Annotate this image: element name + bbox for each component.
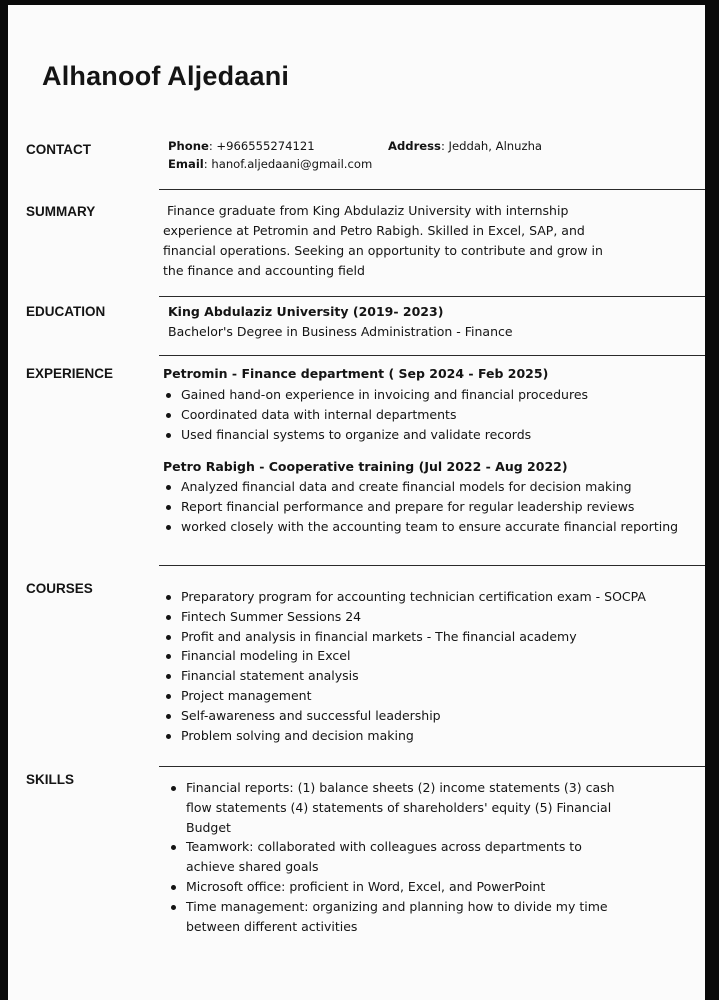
divider-experience xyxy=(159,565,705,566)
list-item: Preparatory program for accounting technician certification exam - SOCPA xyxy=(163,587,646,607)
phone-label: Phone xyxy=(168,139,209,153)
skills-heading: SKILLS xyxy=(26,772,75,787)
list-item: Used financial systems to organize and validate records xyxy=(163,425,588,445)
job-bullets-petro-rabigh xyxy=(163,477,678,536)
list-item: Financial statement analysis xyxy=(163,666,646,686)
list-item: Project management xyxy=(163,686,646,706)
courses-list xyxy=(163,587,646,745)
job-bullets-petromin xyxy=(163,385,588,444)
divider-education xyxy=(159,355,705,356)
email-line xyxy=(168,155,372,173)
summary-line-3: financial operations. Seeking an opportunity to contribute and grow in xyxy=(163,243,603,258)
email-value: : hanof.aljedaani@gmail.com xyxy=(203,157,373,171)
list-item: Time management: organizing and planning how to divide my time between different activities xyxy=(168,897,626,937)
email-label: Email xyxy=(168,157,204,171)
list-item: Problem solving and decision making xyxy=(163,726,646,746)
list-item: Fintech Summer Sessions 24 xyxy=(163,607,646,627)
experience-heading: EXPERIENCE xyxy=(26,366,114,381)
summary-line-2: experience at Petromin and Petro Rabigh. Skilled in Excel, SAP, and xyxy=(163,223,585,238)
divider-summary xyxy=(159,296,705,297)
phone-value: : +966555274121 xyxy=(208,139,315,153)
list-item: Coordinated data with internal departments xyxy=(163,405,588,425)
list-item: Financial modeling in Excel xyxy=(163,646,646,666)
list-item: Financial reports: (1) balance sheets (2) income statements (3) cash flow statements (4) statements of shareholders' equity (5) Financial Budget xyxy=(168,778,626,837)
divider-courses xyxy=(159,766,705,767)
address-label: Address xyxy=(388,139,441,153)
list-item: Profit and analysis in financial markets - The financial academy xyxy=(163,627,646,647)
candidate-name: Alhanoof Aljedaani xyxy=(42,61,290,91)
list-item: Microsoft office: proficient in Word, Excel, and PowerPoint xyxy=(168,877,626,897)
list-item: Gained hand-on experience in invoicing and financial procedures xyxy=(163,385,588,405)
list-item: Analyzed financial data and create financial models for decision making xyxy=(163,477,678,497)
summary-line-1: Finance graduate from King Abdulaziz University with internship xyxy=(163,203,569,218)
address-line xyxy=(388,137,542,155)
courses-heading: COURSES xyxy=(26,581,93,596)
list-item: Self-awareness and successful leadership xyxy=(163,706,646,726)
skills-list xyxy=(168,778,626,936)
divider-contact xyxy=(159,189,705,190)
job-heading-petromin: Petromin - Finance department ( Sep 2024 - Feb 2025) xyxy=(163,366,549,381)
summary-heading: SUMMARY xyxy=(26,204,96,219)
list-item: Report financial performance and prepare for regular leadership reviews xyxy=(163,497,678,517)
resume-page xyxy=(8,5,705,1000)
list-item: worked closely with the accounting team to ensure accurate financial reporting xyxy=(163,517,678,537)
education-degree: Bachelor's Degree in Business Administration - Finance xyxy=(168,324,513,339)
summary-line-4: the finance and accounting field xyxy=(163,263,365,278)
address-value: : Jeddah, Alnuzha xyxy=(440,139,543,153)
education-heading: EDUCATION xyxy=(26,304,106,319)
list-item: Teamwork: collaborated with colleagues across departments to achieve shared goals xyxy=(168,837,626,877)
education-school: King Abdulaziz University (2019- 2023) xyxy=(168,304,444,319)
job-heading-petro-rabigh: Petro Rabigh - Cooperative training (Jul 2022 - Aug 2022) xyxy=(163,459,568,474)
phone-line xyxy=(168,137,315,155)
contact-heading: CONTACT xyxy=(26,142,91,157)
